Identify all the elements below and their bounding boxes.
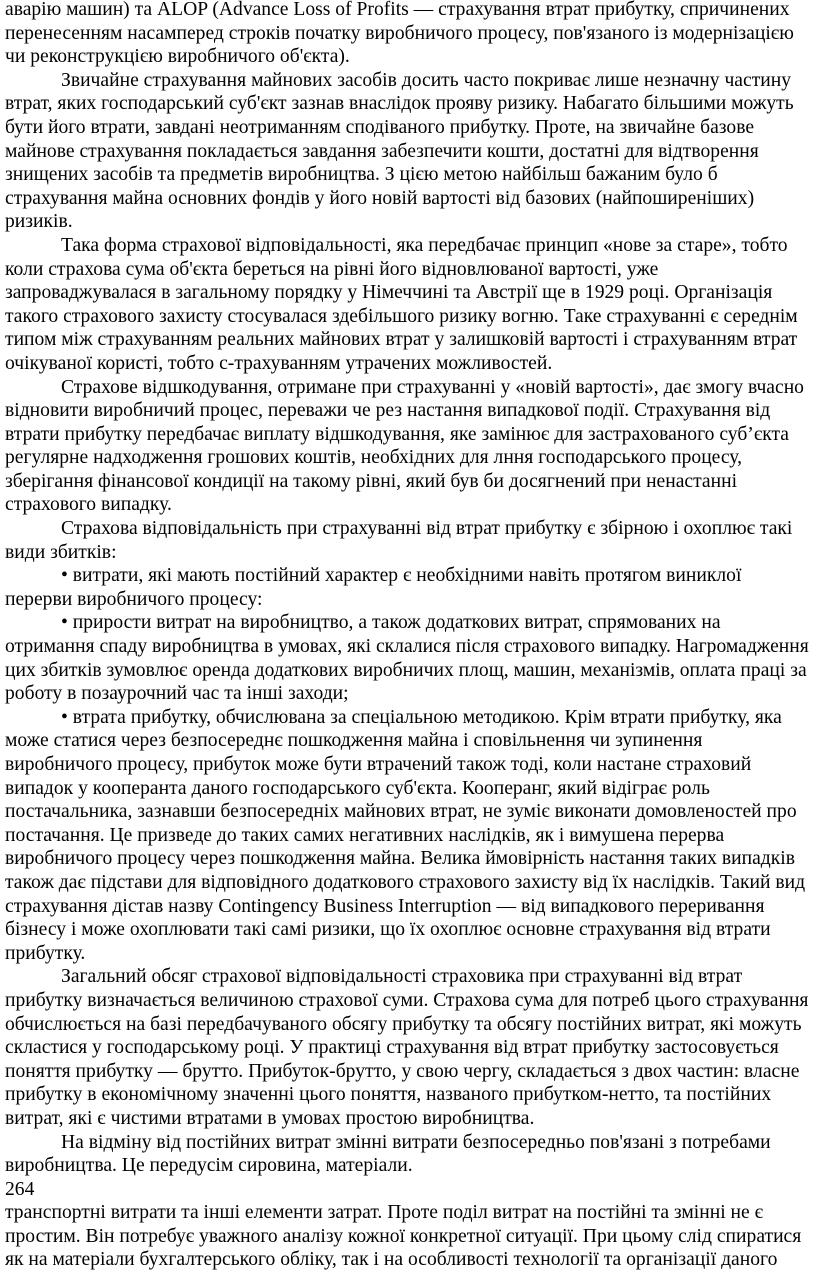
document-page xyxy=(5,0,813,1272)
page-number: 264 xyxy=(5,1178,35,1200)
paragraph-5: Страхова відповідальність при страхуванні від втрат прибутку є збірною і охоплює такі види збитків: xyxy=(5,518,793,563)
paragraph-3: Така форма страхової відповідальності, яка передбачає принцип «нове за старе», тобто коли страхова сума об'єкта береться на рівні його відновлюваної вартості, уже запроваджувалася в загальному порядку у Німеччині та Австрії ще в 1929 році. Організація такого страхового захисту стосувалася здебільшого ризику вогню. Таке страхуванні є середнім типом між страхуванням реальних майнових втрат у залишковій вартості і страхуванням втрат очікуваної користі, тобто с-трахуванням утрачених можливостей. xyxy=(5,234,798,374)
bullet-item-3: • втрата прибутку, обчислювана за спеціальною методикою. Крім втрати прибутку, яка може статися через безпосереднє пошкодження майна і сповільнення чи зупинення виробничого процесу, прибуток може бути втрачений також тоді, коли настане страховий випадок у кооперанта даного господарського суб'єкта. Коопeранг, який відіграє роль постачальника, зазнавши безпосередніх майнових втрат, не зуміє виконати домовленостей про постачання. Це призведе до таких самих негативних наслідків, як і вимушена перерва виробничого процесу через пошкодження майна. Велика ймовірність настання таких випадків також дає підстави для відповідного додаткового страхового захисту від їх наслідків. Такий вид страхування дістав назву Contingency Business Interruption — від випадкового переривання бізнесу і може охоплювати такі самі ризики, що їх охоплює основне страхування від втрати прибутку. xyxy=(5,706,806,964)
paragraph-4: Страхове відшкодування, отримане при страхуванні у «новій вартості», дає змогу вчасно відновити виробничий процес, переважи че рез настання випадкової події. Страхування від втрати прибутку передбачає виплату відшкодування, яке замінює для застрахованого суб’єкта регулярне надходження грошових коштів, необхідних для лння господарського процесу, зберігання фінансової кондиції на такому рівні, який був би досягнений при ненастанні страхового випадку. xyxy=(5,376,804,516)
paragraph-2: Звичайне страхування майнових засобів досить часто покриває лише незначну частину втрат, яких господарський суб'єкт зазнав внаслідок прояву ризику. Набагато більшими можуть бути його втрати, завдані неотриманням сподіваного прибутку. Проте, на звичайне базове майнове страхування покладається завдання забезпечити кошти, достатні для відтворення знищених засобів та предметів виробництва. З цією метою найбільш бажаним було б страхування майна основних фондів у його новій вартості від базових (найпоширеніших) ризиків. xyxy=(5,69,794,233)
paragraph-6: Загальний обсяг страхової відповідальності страховика при страхуванні від втрат прибутку визначається величиною страхової суми. Страхова сума для потреб цього страхування обчислюється на базі передбачуваного обсягу прибутку та обсягу постійних витрат, які можуть скластися у господарському році. У практиці страхування від втрат прибутку застосовується поняття прибутку — брутто. Прибуток-брутто, у свою чергу, складається з двох частин: власне прибутку в економічному значенні цього поняття, названого прибутком-нетто, та постійних витрат, які є чистими втратами в умовах простою виробництва. xyxy=(5,966,809,1129)
bullet-item-1: • витрати, які мають постійний характер є необхідними навіть протягом виниклої перерви виробничого процесу: xyxy=(5,565,742,610)
bullet-item-2: • прирости витрат на виробництво, а також додаткових витрат, спрямованих на отримання спаду виробництва в умовах, які склалися після страхового випадку. Нагромадження цих збитків зумовлює оренда додаткових виробничих площ, машин, механізмів, оплата праці за роботу в позаурочний час та інші заходи; xyxy=(5,612,809,705)
continuation-text: транспортні витрати та інші елементи затрат. Проте поділ витрат на постійні та змінні не є простим. Він потребує уважного аналізу кожної конкретної ситуації. При цьому слід спиратися як на матеріали бухгалтерського обліку, так і на особливості технології та організації даного xyxy=(5,1202,802,1271)
paragraph-7: На відміну від постійних витрат змінні витрати безпосередньо пов'язані з потребами виробництва. Це передусім сировина, матеріали. xyxy=(5,1131,771,1177)
paragraph-1: аварію машин) та ALOP (Advance Loss of Profits — страхування втрат прибутку, спричинених перенесенням насамперед строків початку виробничого процесу, пов'язаного із модернізацією чи реконструкцією виробничого об'єкта). xyxy=(5,0,794,68)
